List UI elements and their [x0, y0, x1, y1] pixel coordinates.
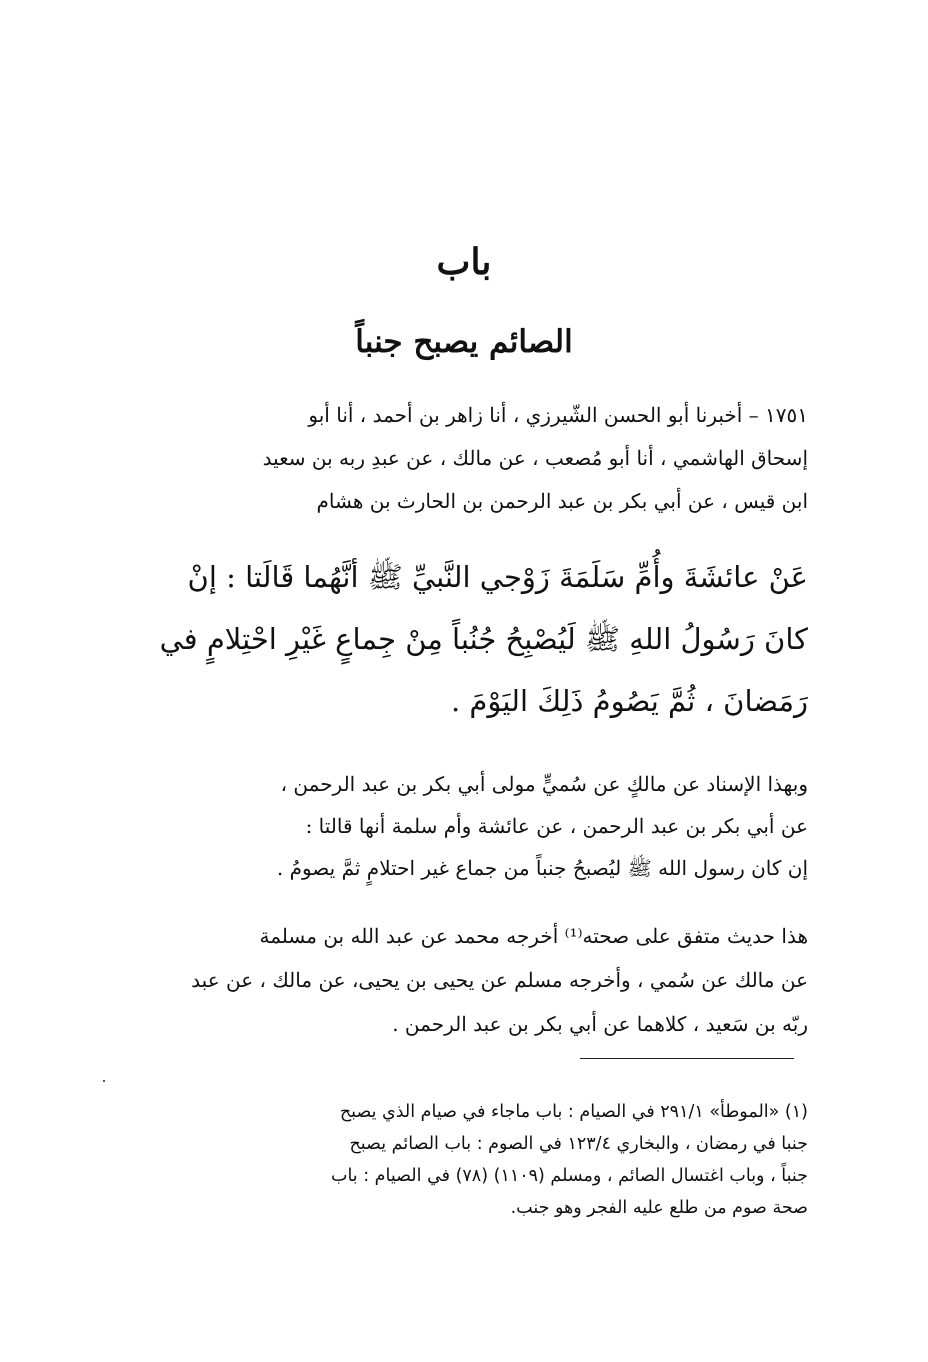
chapter-title: باب	[436, 241, 492, 283]
footnote-line: جنبا في رمضان ، والبخاري ١٢٣/٤ في الصوم : باب الصائم يصبح	[349, 1134, 808, 1154]
matn-line: رَمَضانَ ، ثُمَّ يَصُومُ ذَلِكَ اليَوْمَ .	[450, 684, 808, 718]
hadith-matn	[140, 546, 808, 732]
footnote-line: صحة صوم من طلع عليه الفجر وهو جنب.	[510, 1198, 808, 1218]
isnad-line: إسحاق الهاشمي ، أنا أبو مُصعب ، عن مالك ، عن عبدِ ربه بن سعيد	[262, 446, 808, 470]
page-speck	[103, 1080, 105, 1082]
matn-line: عَنْ عائشَةَ وأُمِّ سَلَمَةَ زَوْجي النَّبيِّ ﷺ أنَّهُما قَالَتا : إنْ	[187, 560, 808, 594]
footnote	[150, 1096, 808, 1224]
comment-line: ربّه بن سَعيد ، كلاهما عن أبي بكر بن عبد الرحمن .	[392, 1012, 808, 1036]
second-chain-line: عن أبي بكر بن عبد الرحمن ، عن عائشة وأم سلمة أنها قالتا :	[305, 814, 808, 838]
author-comment	[140, 914, 808, 1046]
footnote-line: جنباً ، وباب اغتسال الصائم ، ومسلم (١١٠٩) (٧٨) في الصيام : باب	[330, 1166, 808, 1186]
footnote-separator	[580, 1058, 794, 1059]
second-chain-line: وبهذا الإسناد عن مالكٍ عن سُميٍّ مولى أبي بكر بن عبد الرحمن ،	[280, 772, 808, 796]
comment-line: عن مالك عن سُمي ، وأخرجه مسلم عن يحيى بن يحيى، عن مالك ، عن عبد	[191, 968, 808, 992]
hadith-isnad	[140, 394, 808, 523]
second-chain	[140, 763, 808, 889]
chapter-subtitle: الصائم يصبح جنباً	[355, 324, 573, 360]
isnad-line: ١٧٥١ – أخبرنا أبو الحسن الشّيرزي ، أنا زاهر بن أحمد ، أنا أبو	[308, 403, 808, 427]
comment-line: هذا حديث متفق على صحته⁽¹⁾ أخرجه محمد عن عبد الله بن مسلمة	[259, 924, 808, 948]
matn-line: كانَ رَسُولُ اللهِ ﷺ لَيُصْبِحُ جُنُباً مِنْ جِماعٍ غَيْرِ احْتِلامٍ في	[159, 622, 808, 656]
footnote-line: (١) «الموطأ» ٢٩١/١ في الصيام : باب ماجاء في صيام الذي يصبح	[339, 1102, 808, 1122]
second-chain-line: إن كان رسول الله ﷺ ليُصبحُ جنباً من جماع غير احتلامٍ ثمَّ يصومُ .	[276, 856, 808, 880]
isnad-line: ابن قيس ، عن أبي بكر بن عبد الرحمن بن الحارث بن هشام	[316, 489, 808, 513]
